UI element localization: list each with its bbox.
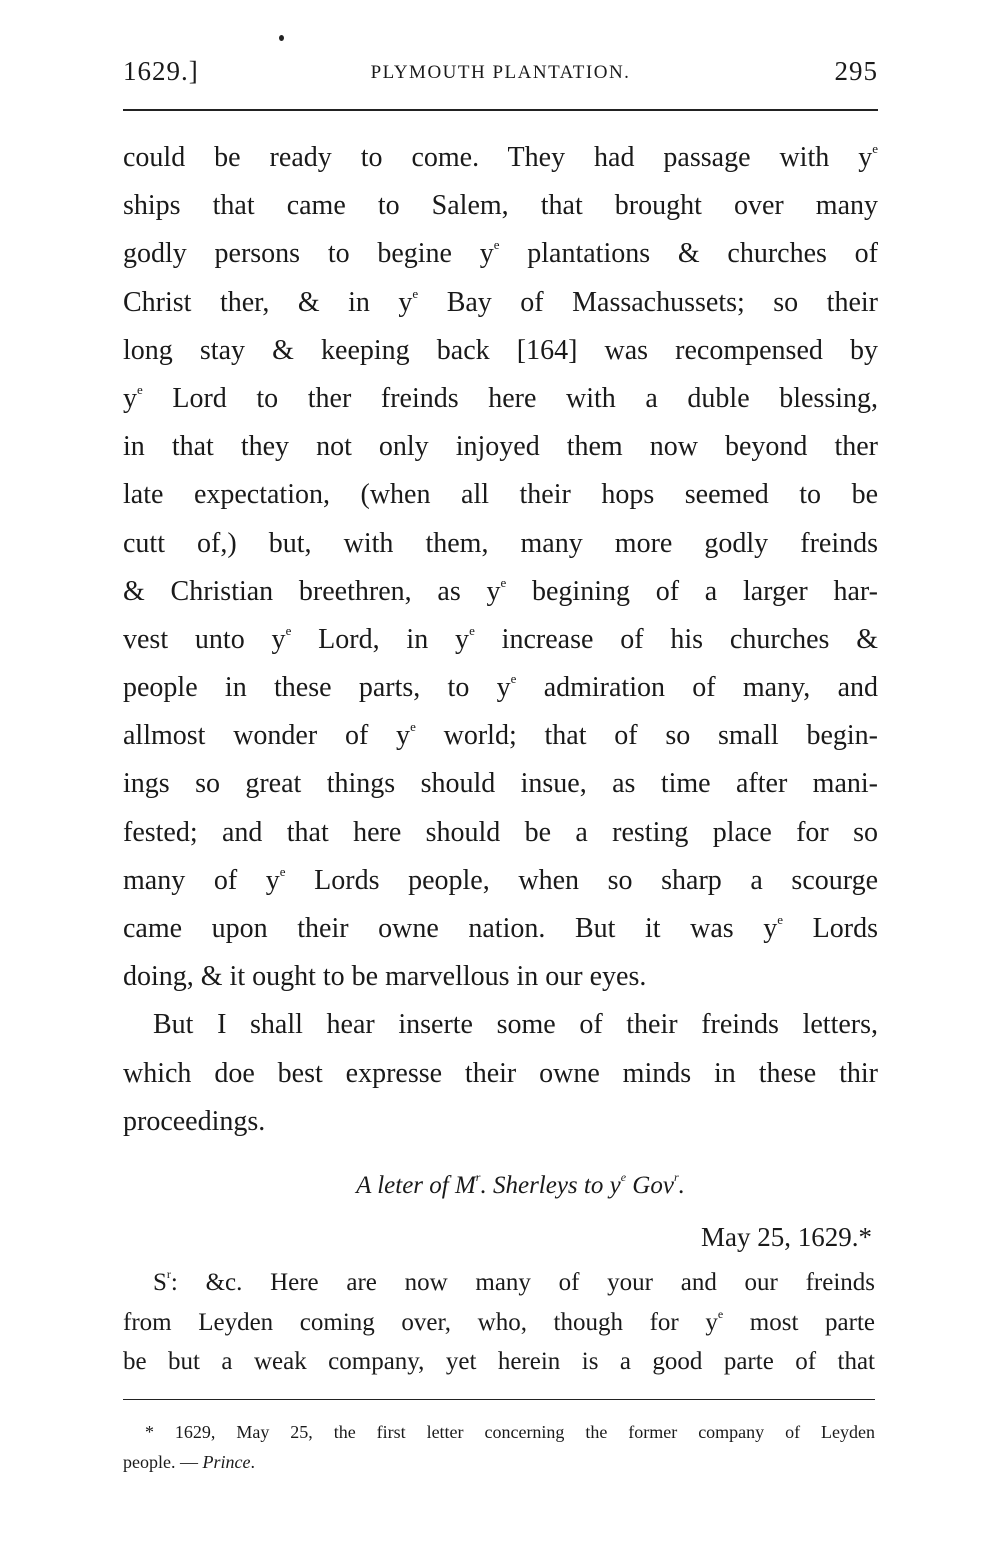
footnote xyxy=(123,1417,875,1477)
text-line: long stay & keeping back [164] was recompensed by xyxy=(123,334,878,366)
text-line: proceedings. xyxy=(123,1105,266,1137)
text-line: ships that came to Salem, that brought over many xyxy=(123,190,878,222)
text-line: But I shall hear inserte some of their freinds letters, xyxy=(153,1009,878,1041)
letter-date: May 25, 1629.* xyxy=(701,1222,872,1252)
header-year: 1629.] xyxy=(123,56,199,86)
text-line: & Christian breethren, as $y^e$ begining of a larger har- xyxy=(123,574,879,607)
text-line: Christ ther, & in $y^e$ Bay of Massachussets; so their xyxy=(123,285,878,318)
letter-heading: A leter of $M^r$. Sherleys to $y^e$ Gov$^r$. xyxy=(356,1170,685,1199)
text-line: $y^e$ Lord to ther freinds here with a duble blessing, xyxy=(123,381,878,414)
printer-mark xyxy=(279,35,284,41)
text-line: godly persons to begine $y^e$ plantations & churches of xyxy=(123,237,878,270)
text-line: which doe best expresse their owne minds in these thir xyxy=(123,1057,878,1089)
text-line: doing, & it ought to be marvellous in our eyes. xyxy=(123,961,647,993)
text-line: vest unto $y^e$ Lord, in $y^e$ increase of his churches & xyxy=(123,622,879,655)
text-line: in that they not only injoyed them now beyond ther xyxy=(123,431,878,463)
letter-line: be but a weak company, yet herein is a good parte of that xyxy=(123,1348,875,1375)
footnote-line: people. — Prince. xyxy=(123,1452,255,1472)
text-line: fested; and that here should be a resting place for so xyxy=(123,816,878,848)
footnote-line: * 1629, May 25, the first letter concerning the former company of Leyden xyxy=(145,1422,875,1442)
text-line: could be ready to come. They had passage with $y^e$ xyxy=(123,141,878,173)
page-number: 295 xyxy=(834,56,878,86)
header-rule xyxy=(123,109,878,111)
running-header xyxy=(123,56,878,96)
header-title: PLYMOUTH PLANTATION. xyxy=(370,62,631,83)
text-line: ings so great things should insue, as time after mani- xyxy=(123,768,878,800)
footnote-rule xyxy=(123,1399,875,1400)
letter-line: $S^r$: &c. Here are now many of your and our freinds xyxy=(153,1267,875,1296)
text-line: many of $y^e$ Lords people, when so sharp a scourge xyxy=(123,863,878,896)
letter-text xyxy=(123,1263,875,1382)
text-line: people in these parts, to $y^e$ admiration of many, and xyxy=(123,671,879,704)
text-line: cutt of,) but, with them, many more godly freinds xyxy=(123,527,878,559)
body-text xyxy=(123,134,878,1146)
text-line: allmost wonder of $y^e$ world; that of so small begin- xyxy=(123,719,878,752)
letter-line: from Leyden coming over, who, though for $y^e$ most parte xyxy=(123,1306,875,1336)
text-line: came upon their owne nation. But it was $y^e$ Lords xyxy=(123,912,878,944)
text-line: late expectation, (when all their hops seemed to be xyxy=(123,479,878,511)
